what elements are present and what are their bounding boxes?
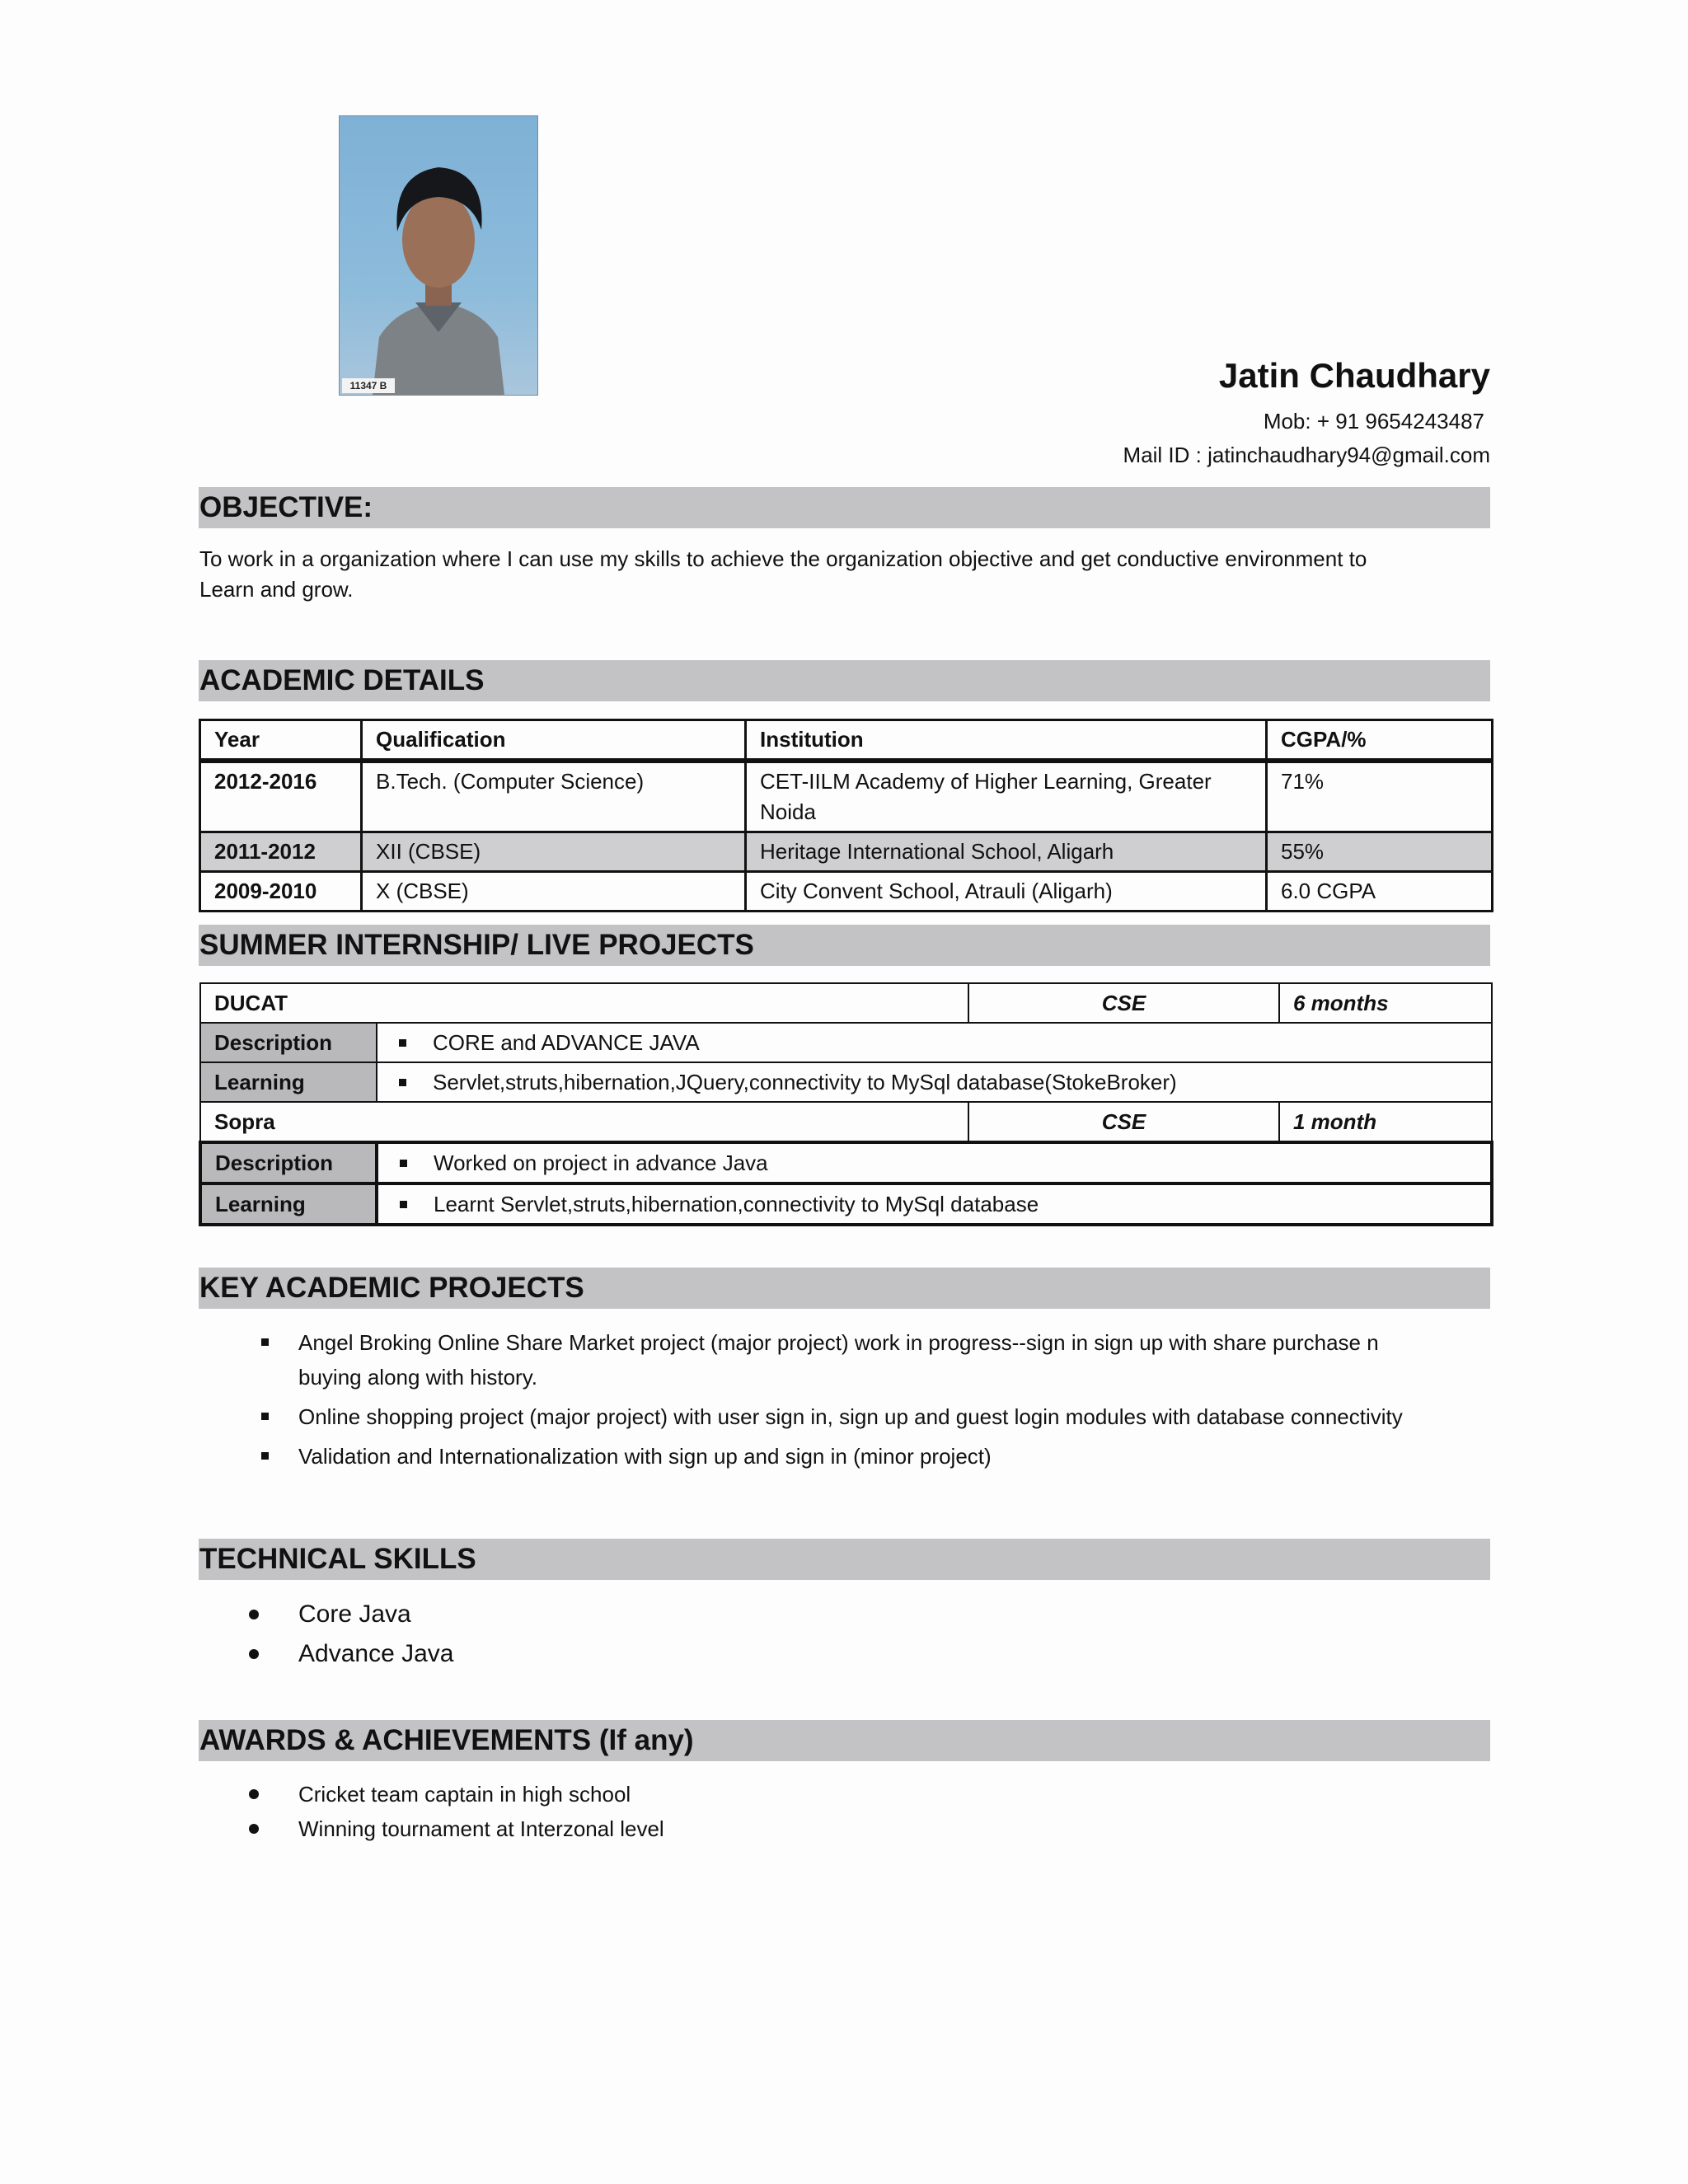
projects-title: KEY ACADEMIC PROJECTS xyxy=(199,1272,584,1304)
institution-cell: City Convent School, Atrauli (Aligarh) xyxy=(746,872,1267,912)
table-row xyxy=(200,832,1493,872)
column-header: Year xyxy=(200,720,362,762)
round-bullet-icon xyxy=(249,1649,259,1659)
internship-learning-row xyxy=(200,1062,1492,1102)
square-bullet-icon xyxy=(261,1413,269,1420)
objective-title: OBJECTIVE: xyxy=(199,491,373,523)
column-header: Qualification xyxy=(362,720,746,762)
department-cell: CSE xyxy=(968,1102,1279,1142)
skills-title: TECHNICAL SKILLS xyxy=(199,1543,476,1575)
description-text: Worked on project in advance Java xyxy=(434,1151,768,1175)
round-bullet-icon xyxy=(249,1610,259,1619)
internship-company-row xyxy=(200,983,1492,1023)
description-label: Description xyxy=(200,1142,377,1183)
qualification-cell: X (CBSE) xyxy=(362,872,746,912)
table-row xyxy=(200,872,1493,912)
objective-line: Learn and grow. xyxy=(199,577,354,602)
list-item xyxy=(199,1811,1023,1846)
column-header: Institution xyxy=(746,720,1267,762)
square-bullet-icon xyxy=(399,1079,406,1086)
list-item xyxy=(199,1399,1517,1434)
description-cell xyxy=(377,1023,1492,1062)
skill-text: Advance Java xyxy=(298,1640,454,1667)
description-cell xyxy=(377,1142,1492,1183)
skills-list xyxy=(199,1595,1023,1674)
square-bullet-icon xyxy=(261,1452,269,1460)
objective-line: To work in a organization where I can use my skills to achieve the organization objective and get conductive environment to xyxy=(199,546,1367,571)
awards-title: AWARDS & ACHIEVEMENTS (If any) xyxy=(199,1724,694,1756)
duration-cell: 1 month xyxy=(1279,1102,1492,1142)
internship-title: SUMMER INTERNSHIP/ LIVE PROJECTS xyxy=(199,929,754,961)
academic-title: ACADEMIC DETAILS xyxy=(199,664,485,696)
photo-stamp-label: 11347 B xyxy=(342,378,395,393)
learning-label: Learning xyxy=(200,1183,377,1225)
awards-list xyxy=(199,1777,1023,1846)
learning-cell xyxy=(377,1062,1492,1102)
year-cell: 2009-2010 xyxy=(200,872,362,912)
objective-header-bar xyxy=(199,487,1490,528)
learning-text: Servlet,struts,hibernation,JQuery,connectivity to MySql database(StokeBroker) xyxy=(433,1070,1177,1094)
institution-cell xyxy=(746,761,1267,832)
round-bullet-icon xyxy=(249,1789,259,1799)
list-item xyxy=(199,1777,1023,1811)
institution-cell: Heritage International School, Aligarh xyxy=(746,832,1267,872)
round-bullet-icon xyxy=(249,1824,259,1834)
skill-text: Core Java xyxy=(298,1601,411,1628)
year-cell: 2012-2016 xyxy=(200,761,362,832)
year-cell: 2011-2012 xyxy=(200,832,362,872)
learning-cell xyxy=(377,1183,1492,1225)
project-line: buying along with history. xyxy=(298,1365,538,1390)
project-line: Online shopping project (major project) with user sign in, sign up and guest login modules with database connectivity xyxy=(298,1404,1403,1429)
square-bullet-icon xyxy=(261,1338,269,1346)
list-item xyxy=(199,1439,1517,1474)
company-cell: DUCAT xyxy=(200,983,968,1023)
portrait-image xyxy=(340,116,537,395)
award-text: Winning tournament at Interzonal level xyxy=(298,1816,664,1841)
projects-list xyxy=(199,1325,1517,1479)
square-bullet-icon xyxy=(400,1201,407,1208)
internship-company-row xyxy=(200,1102,1492,1142)
candidate-name: Jatin Chaudhary xyxy=(1218,356,1490,395)
profile-photo xyxy=(339,115,538,396)
table-header-row xyxy=(200,720,1493,762)
qualification-cell: B.Tech. (Computer Science) xyxy=(362,761,746,832)
objective-text xyxy=(199,544,1367,605)
description-text: CORE and ADVANCE JAVA xyxy=(433,1030,700,1055)
score-cell: 6.0 CGPA xyxy=(1267,872,1493,912)
mobile-number: Mob: + 91 9654243487 xyxy=(1263,409,1484,434)
square-bullet-icon xyxy=(400,1160,407,1167)
duration-cell: 6 months xyxy=(1279,983,1492,1023)
email-address: Mail ID : jatinchaudhary94@gmail.com xyxy=(1123,443,1490,467)
list-item xyxy=(199,1595,1023,1634)
internship-learning-row xyxy=(200,1183,1492,1225)
table-row xyxy=(200,761,1493,832)
award-text: Cricket team captain in high school xyxy=(298,1782,631,1807)
list-item xyxy=(199,1325,1517,1394)
company-cell: Sopra xyxy=(200,1102,968,1142)
institution-line: Noida xyxy=(760,799,816,824)
department-cell: CSE xyxy=(968,983,1279,1023)
qualification-cell: XII (CBSE) xyxy=(362,832,746,872)
square-bullet-icon xyxy=(399,1039,406,1047)
list-item xyxy=(199,1634,1023,1674)
score-cell: 55% xyxy=(1267,832,1493,872)
learning-text: Learnt Servlet,struts,hibernation,connectivity to MySql database xyxy=(434,1192,1039,1216)
internship-description-row xyxy=(200,1142,1492,1183)
learning-label: Learning xyxy=(200,1062,377,1102)
academic-table xyxy=(199,719,1493,912)
project-line: Validation and Internationalization with sign up and sign in (minor project) xyxy=(298,1444,992,1469)
description-label: Description xyxy=(200,1023,377,1062)
score-cell: 71% xyxy=(1267,761,1493,832)
project-line: Angel Broking Online Share Market project (major project) work in progress--sign in sign up with share purchase n xyxy=(298,1330,1379,1355)
internship-description-row xyxy=(200,1023,1492,1062)
institution-line: CET-IILM Academy of Higher Learning, Greater xyxy=(760,769,1212,794)
internship-table xyxy=(199,982,1493,1226)
column-header: CGPA/% xyxy=(1267,720,1493,762)
